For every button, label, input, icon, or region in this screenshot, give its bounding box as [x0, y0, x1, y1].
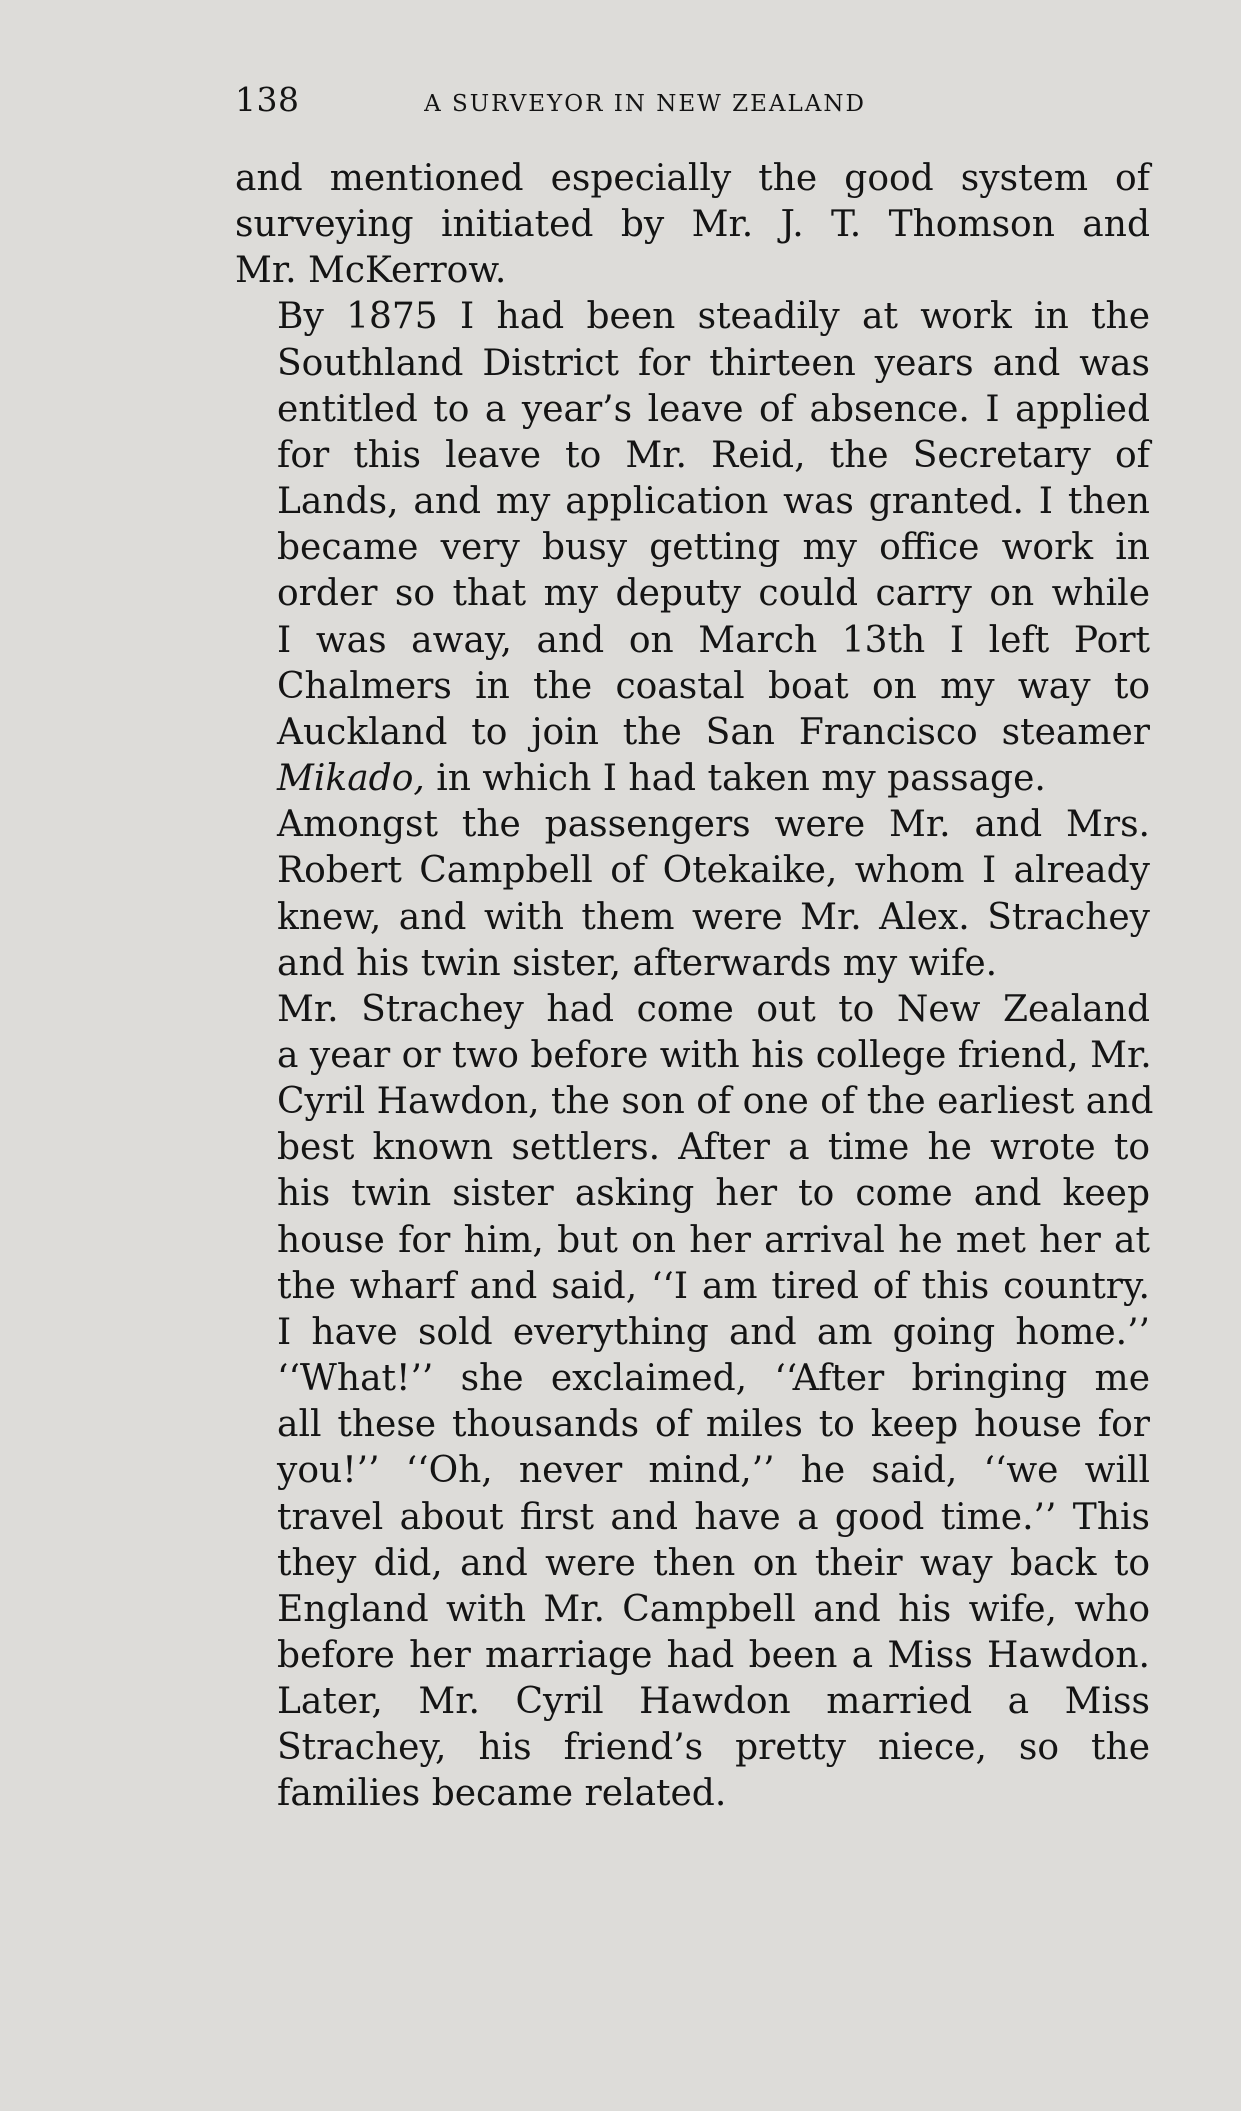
text-line: you!’’ ‘‘Oh, never mind,’’ he said, ‘‘we will	[277, 1450, 1150, 1492]
text-line: Cyril Hawdon, the son of one of the earliest and	[277, 1081, 1154, 1123]
text-line: house for him, but on her arrival he met her at	[277, 1219, 1150, 1261]
text-line: a year or two before with his college friend, Mr.	[277, 1034, 1152, 1076]
text-line: and mentioned especially the good system of	[235, 158, 1150, 199]
paragraph-1	[235, 156, 1150, 294]
text-line: England with Mr. Campbell and his wife, who	[277, 1588, 1150, 1630]
text-line: Lands, and my application was granted. I then	[277, 481, 1150, 523]
text-line: they did, and were then on their way back to	[277, 1542, 1150, 1584]
text-line: for this leave to Mr. Reid, the Secretary of	[277, 434, 1150, 476]
body-text	[235, 156, 1154, 1818]
text-line: Southland District for thirteen years and was	[277, 342, 1150, 384]
text-line: Chalmers in the coastal boat on my way to	[277, 665, 1150, 707]
text-line: and his twin sister, afterwards my wife.	[277, 942, 998, 984]
text-line: became very busy getting my office work in	[277, 527, 1150, 569]
ship-name: Mikado,	[277, 758, 425, 800]
page-number: 138	[235, 80, 300, 119]
text-line: travel about first and have a good time.’’ This	[277, 1496, 1150, 1538]
text-line: I was away, and on March 13th I left Port	[277, 619, 1150, 661]
text-line: order so that my deputy could carry on while	[277, 573, 1150, 615]
paragraph-3	[235, 802, 1150, 987]
text-line: best known settlers. After a time he wrote to	[277, 1127, 1150, 1169]
running-title: A SURVEYOR IN NEW ZEALAND	[424, 91, 866, 117]
text-line: I have sold everything and am going home.’’	[277, 1311, 1150, 1353]
text-fragment: in which I had taken my passage.	[424, 758, 1046, 800]
text-line: Mr. Strachey had come out to New Zealand	[277, 988, 1150, 1030]
paragraph-2	[235, 294, 1150, 802]
text-line: entitled to a year’s leave of absence. I applied	[277, 388, 1150, 430]
page-header	[235, 72, 1150, 122]
text-line: Auckland to join the San Francisco steamer	[277, 711, 1150, 753]
text-line: Strachey, his friend’s pretty niece, so the	[277, 1727, 1150, 1769]
paragraph-4	[235, 987, 1154, 1818]
text-line: By 1875 I had been steadily at work in the	[277, 296, 1150, 338]
text-line: Later, Mr. Cyril Hawdon married a Miss	[277, 1681, 1150, 1723]
text-line: Mr. McKerrow.	[235, 250, 507, 292]
text-line: Robert Campbell of Otekaike, whom I already	[277, 850, 1150, 892]
text-line: ‘‘What!’’ she exclaimed, ‘‘After bringing me	[277, 1358, 1150, 1400]
text-line: Amongst the passengers were Mr. and Mrs.	[277, 804, 1150, 846]
text-line: surveying initiated by Mr. J. T. Thomson and	[235, 204, 1150, 246]
text-line: knew, and with them were Mr. Alex. Strachey	[277, 896, 1150, 938]
text-line: his twin sister asking her to come and keep	[277, 1173, 1150, 1215]
text-line: before her marriage had been a Miss Hawdon.	[277, 1635, 1150, 1676]
text-line: the wharf and said, ‘‘I am tired of this country.	[277, 1265, 1150, 1307]
text-line-with-ship-name	[235, 756, 1150, 802]
text-line: all these thousands of miles to keep house for	[277, 1404, 1150, 1446]
text-line: families became related.	[277, 1773, 727, 1815]
